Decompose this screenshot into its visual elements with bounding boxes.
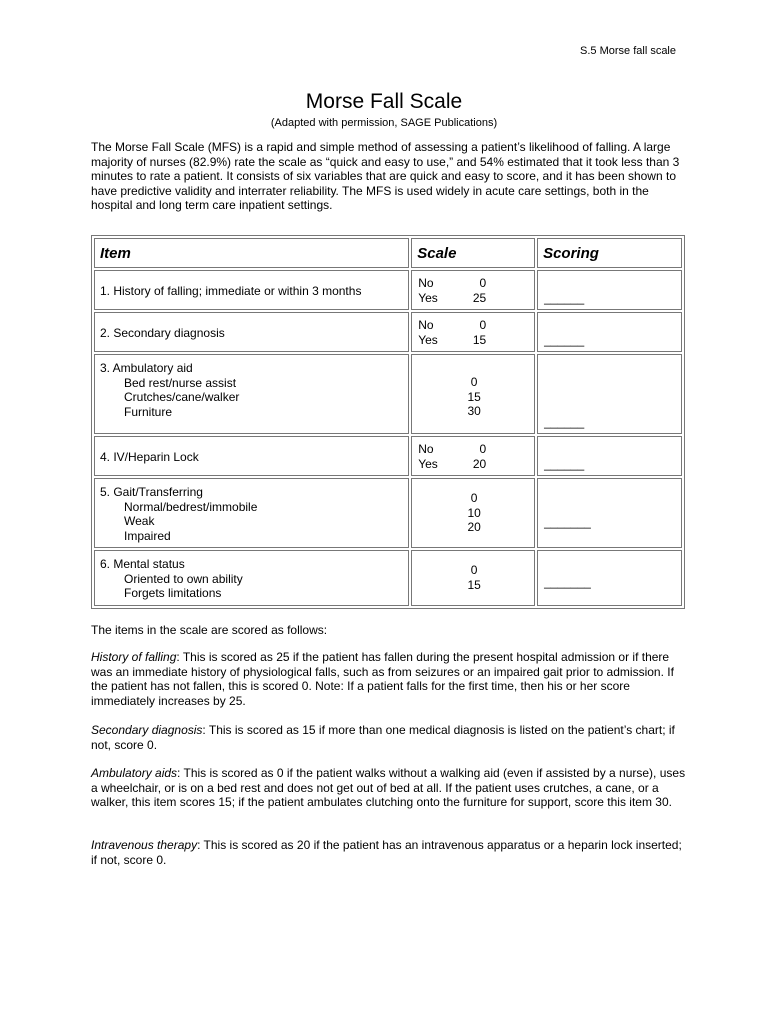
scale-value: 15 [467,389,481,404]
item-gait-transferring [94,478,409,548]
scale-value: 0 [470,375,478,389]
item-history-of-falling: 1. History of falling; immediate or within 3 months [94,270,409,310]
score-blank: ______ [544,415,585,429]
score-blank: ______ [544,457,585,471]
sub-item: Crutches/cane/walker [124,390,240,404]
scale-value: 15 [467,577,481,592]
scale-cell [411,354,535,434]
scale-cell [411,270,535,310]
scale-value: 15 [472,332,487,347]
item-secondary-diagnosis: 2. Secondary diagnosis [94,312,409,352]
intro-paragraph: The Morse Fall Scale (MFS) is a rapid and simple method of assessing a patient’s likelihood of falling. A large majority of nurses (82.9%) rate the scale as “quick and easy to use,” and 54% estimated that it took less than 3 minutes to rate a patient. It consists of six variables that are quick and easy to score, and it has been shown to have predictive validity and interrater reliability. The MFS is used widely in acute care settings, both in the hospital and long term care inpatient settings. [91,140,680,212]
scoring-history-of-falling [91,650,691,708]
sub-item: Forgets limitations [124,586,222,600]
page-subtitle: (Adapted with permission, SAGE Publications) [270,117,498,129]
scale-value: 20 [472,456,487,471]
page-title: Morse Fall Scale [305,90,463,113]
scale-label: No [418,318,434,332]
scoring-text: : This is scored as 20 if the patient has an intravenous apparatus or a heparin lock inserted; if not, score 0. [91,838,682,867]
item-iv-heparin-lock: 4. IV/Heparin Lock [94,436,409,476]
score-field[interactable] [537,550,682,606]
table-row [94,478,682,548]
score-field[interactable] [537,354,682,434]
scoring-intravenous-therapy [91,838,691,867]
scoring-term: Intravenous therapy [91,838,198,852]
header-scoring: Scoring [537,238,682,268]
sub-item: Oriented to own ability [124,571,243,586]
sub-item: Normal/bedrest/immobile [124,499,258,514]
score-field[interactable] [537,270,682,310]
sub-item: Weak [124,514,155,528]
scale-cell [411,550,535,606]
item-title: 3. Ambulatory aid [100,361,193,375]
scale-label: Yes [418,456,438,471]
scoring-term: Ambulatory aids [91,766,178,780]
morse-fall-scale-table [91,235,685,609]
section-label: S.5 Morse fall scale [580,45,676,57]
scale-value: 0 [479,442,487,456]
scoring-text: : This is scored as 15 if more than one medical diagnosis is listed on the patient’s chart; if not, score 0. [91,723,675,752]
table-row [94,354,682,434]
scale-value: 0 [479,318,487,332]
table-row [94,270,682,310]
header-item: Item [94,238,409,268]
scale-value: 0 [479,276,487,290]
table-row [94,436,682,476]
score-field[interactable] [537,478,682,548]
item-mental-status [94,550,409,606]
score-blank: _______ [544,574,591,589]
sub-item: Bed rest/nurse assist [124,375,237,390]
item-title: 6. Mental status [100,557,185,571]
table-row [94,550,682,606]
score-blank: ______ [544,291,585,305]
scoring-ambulatory-aids [91,766,691,810]
scale-value: 25 [472,290,487,305]
scale-value: 10 [467,505,481,520]
score-blank: ______ [544,333,585,347]
scale-value: 0 [470,563,478,577]
scale-cell [411,478,535,548]
scale-label: Yes [418,332,438,347]
scale-cell [411,312,535,352]
scale-cell [411,436,535,476]
scoring-term: Secondary diagnosis [91,723,203,737]
scale-value: 30 [467,404,481,418]
item-ambulatory-aid [94,354,409,434]
sub-item: Impaired [124,528,171,543]
table-row [94,312,682,352]
sub-item: Furniture [124,404,173,419]
header-scale: Scale [411,238,535,268]
score-field[interactable] [537,312,682,352]
scoring-intro: The items in the scale are scored as follows: [91,623,328,637]
scale-value: 20 [467,520,481,534]
scale-label: No [418,442,434,456]
scale-value: 0 [470,491,478,505]
score-field[interactable] [537,436,682,476]
item-title: 5. Gait/Transferring [100,485,203,499]
score-blank: _______ [544,515,591,529]
scoring-text: : This is scored as 0 if the patient walks without a walking aid (even if assisted by a nurse), uses a wheelchair, or is on a bed rest and does not get out of bed at all. If the patient uses crutches, a cane, or a walker, this item scores 15; if the patient ambulates clutching onto the furniture for support, score this item 30. [91,766,686,809]
scoring-term: History of falling [91,650,177,664]
table-header-row [94,238,682,268]
scale-label: No [418,276,434,290]
scoring-text: : This is scored as 25 if the patient has fallen during the present hospital admission or if there was an immediate history of physiological falls, such as from seizures or an impaired gait prior to admission. If the patient has not fallen, this is scored 0. Note: If a patient falls for the first time, then his or her score immediately increases by 25. [91,650,674,708]
scoring-secondary-diagnosis [91,723,691,752]
scale-label: Yes [418,290,438,305]
